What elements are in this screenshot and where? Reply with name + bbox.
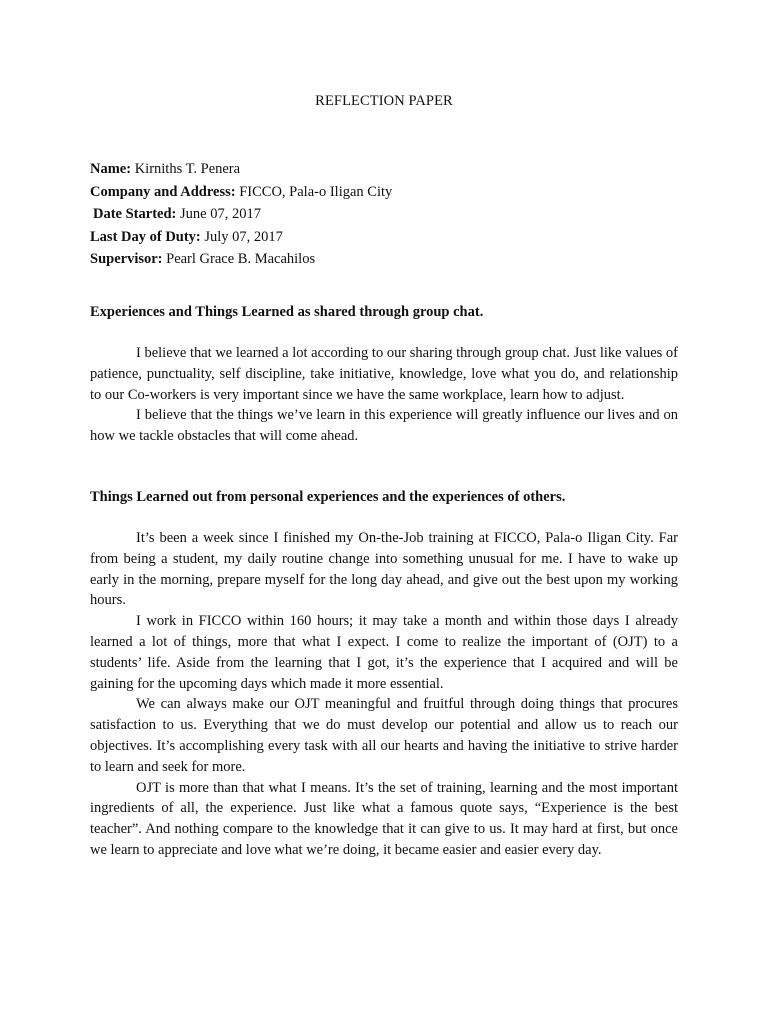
info-name-label: Name: bbox=[90, 161, 132, 177]
info-company bbox=[90, 181, 678, 204]
info-date-started bbox=[90, 203, 678, 226]
paragraph: I believe that the things we’ve learn in this experience will greatly influence our lives and on how we tackle obstacles that will come ahead. bbox=[90, 407, 678, 445]
info-supervisor-value: Pearl Grace B. Macahilos bbox=[166, 251, 316, 267]
paragraph: I believe that we learned a lot according to our sharing through group chat. Just like values of patience, punctuality, self discipline, take initiative, knowledge, love what you do, and relationship to our Co-workers is very important since we have the same workplace, learn how to adjust. bbox=[90, 345, 678, 403]
info-company-label: Company and Address: bbox=[90, 183, 236, 200]
info-company-value: FICCO, Pala-o Iligan City bbox=[239, 183, 393, 200]
info-last-day bbox=[90, 226, 678, 249]
info-supervisor-label: Supervisor: bbox=[90, 251, 163, 267]
info-last-day-value: July 07, 2017 bbox=[204, 228, 283, 245]
info-name-value: Kirniths T. Penera bbox=[134, 161, 241, 177]
info-date-started-label: Date Started: bbox=[93, 206, 177, 222]
section-body-personal-experiences bbox=[90, 528, 678, 861]
info-block bbox=[90, 158, 678, 271]
section-heading-personal-experiences: Things Learned out from personal experiences and the experiences of others. bbox=[90, 489, 566, 505]
paragraph: It’s been a week since I finished my On-the-Job training at FICCO, Pala-o Iligan City. Far from being a student, my daily routine change into something unusual for me. I have to wake up early in the morning, prepare myself for the long day ahead, and give out the best upon my working hours. bbox=[90, 530, 678, 609]
paragraph: I work in FICCO within 160 hours; it may take a month and within those days I already learned a lot of things, more that what I expect. I come to realize the important of (OJT) to a students’ life. Aside from the learning that I got, it’s the experience that I acquired and will be gaining for the upcoming days which made it more essential. bbox=[90, 613, 678, 692]
info-date-started-value: June 07, 2017 bbox=[179, 206, 261, 222]
paragraph: OJT is more than that what I means. It’s the set of training, learning and the most important ingredients of all, the experience. Just like what a famous quote says, “Experience is the best teacher”. And nothing compare to the knowledge that it can give to us. It may hard at first, but once we learn to appreciate and love what we’re doing, it became easier and easier every day. bbox=[90, 779, 678, 858]
document-title: REFLECTION PAPER bbox=[315, 93, 453, 109]
section-body-group-chat bbox=[90, 343, 678, 447]
section-heading-group-chat: Experiences and Things Learned as shared through group chat. bbox=[90, 304, 484, 320]
info-name bbox=[90, 158, 678, 181]
info-supervisor bbox=[90, 248, 678, 271]
paragraph: We can always make our OJT meaningful and fruitful through doing things that procures satisfaction to us. Everything that we do must develop our potential and allow us to reach our objectives. It’s accomplishing every task with all our hearts and having the initiative to strive harder to learn and seek for more. bbox=[90, 696, 678, 775]
info-last-day-label: Last Day of Duty: bbox=[90, 228, 201, 245]
